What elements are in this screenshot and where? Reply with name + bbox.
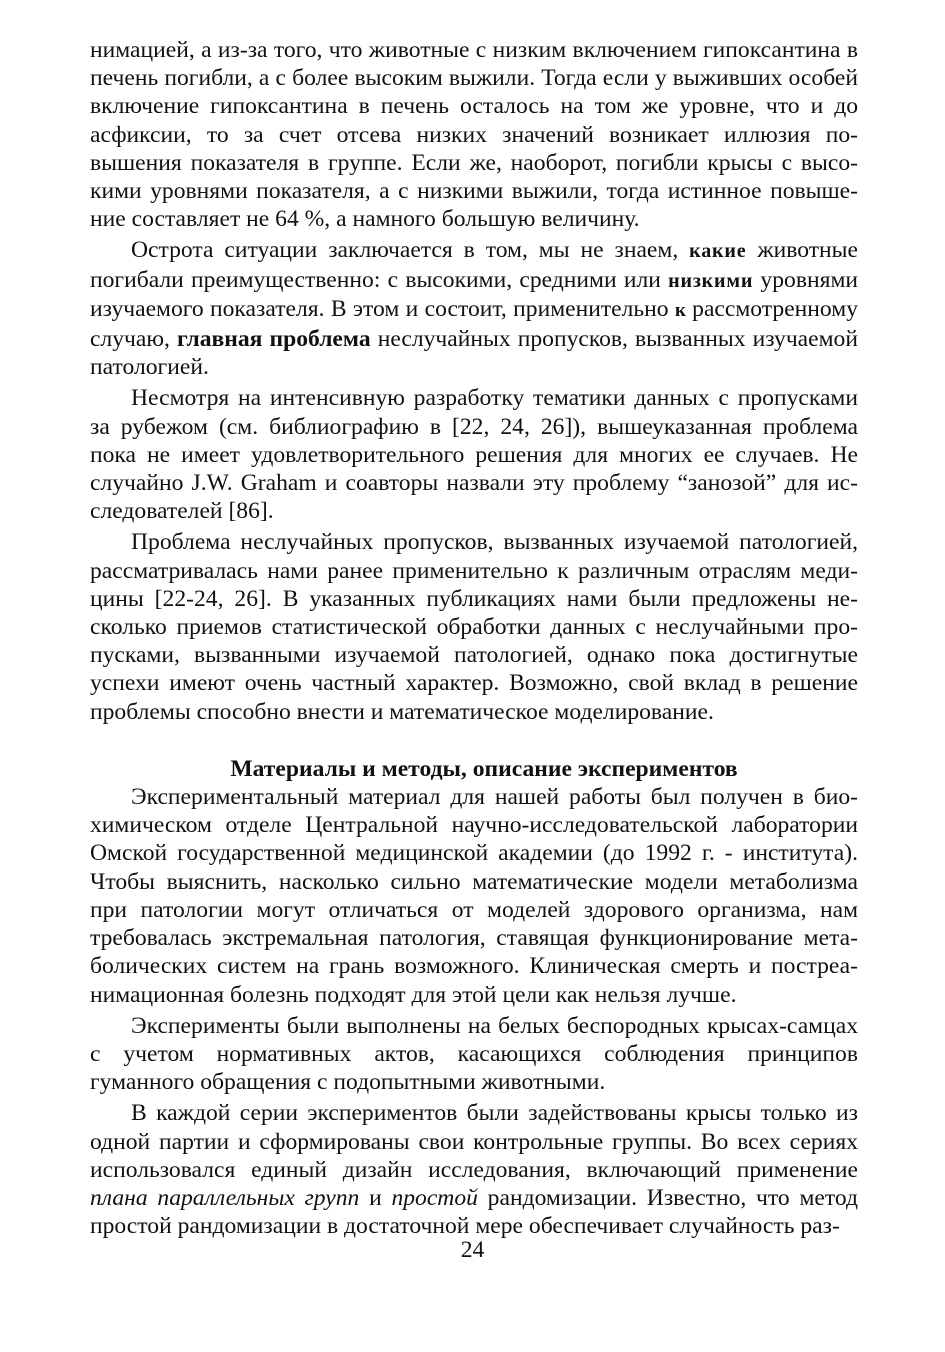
- text-run: и: [359, 1184, 392, 1211]
- page-body: [90, 36, 858, 1240]
- paragraph-previous-work: Проблема неслучайных пропусков, вызванных изучаемой патологией, рассматривалась нами ранее применительно к различным отраслям медицины [22-24, 26]. В указанных публикациях нами были предложены несколько приемов статистической обработки данных с неслучайными пропусками, вызванными изучаемой патологией, однако пока достигнутые успехи имеют очень частный характер. Возможно, свой вклад в решение проблемы способно внести и математическое моделирование.: [90, 529, 858, 725]
- text-run: неслучайных пропусков, вызванных изучаемой патологией.: [90, 326, 858, 381]
- paragraph-acute-situation: [90, 236, 858, 381]
- section-heading: Материалы и методы, описание экспериментов: [230, 755, 738, 782]
- emphasis-which: какие: [689, 240, 747, 263]
- paragraph-foreign-research: Несмотря на интенсивную разработку тематики данных с пропусками за рубежом (см. библиографию в [22, 24, 26]), вышеуказанная проблема пока не имеет удовлетворительного решения для многих ее случаев. Не случайно J.W. Graham и соавторы назвали эту проблему “занозой” для исследователей [86].: [90, 385, 858, 525]
- page-number: 24: [460, 1237, 485, 1263]
- paragraph-experiments-rats: Эксперименты были выполнены на белых беспородных крысах-самцах с учетом нормативных актов, касающихся соблюдения принципов гуманного обращения с подопытными животными.: [90, 1012, 858, 1096]
- text-run: Острота ситуации заключается в том, мы не знаем,: [131, 237, 690, 264]
- paragraph-continuation: нимацией, а из-за того, что животные с низким включением гипоксантина в печень погибли, а с более высоким выжили. Тогда если у выживших особей включение гипоксантина в печень осталось на том же уровне, что и до асфиксии, то за счет отсева низких значений возникает иллюзия повышения показателя в группе. Если же, наоборот, погибли крысы с высокими уровнями показателя, а с низкими выжили, тогда истинное повышение составляет не 64 %, а намного большую величину.: [90, 37, 858, 233]
- emphasis-k: к: [674, 299, 686, 321]
- emphasis-parallel-groups: плана параллельных групп: [90, 1184, 360, 1211]
- emphasis-main-problem: главная проблема: [176, 326, 371, 353]
- text-run: В каждой серии экспериментов были задействованы крысы только из одной партии и сформированы свои контрольные группы. Во всех сериях использовался единый дизайн исследования, включающий применение: [90, 1100, 858, 1183]
- text-run: рассмотренному случаю,: [90, 295, 858, 353]
- text-run: уровнями изучаемого показателя. В этом и состоит, применительно: [90, 266, 859, 322]
- paragraph-series-design: [90, 1099, 858, 1240]
- emphasis-low: низкими: [668, 269, 754, 292]
- text-run: рандомизации. Известно, что метод простой рандомизации в достаточной мере обеспечивает случайность раз-: [90, 1184, 858, 1240]
- text-run: животные погибали преимущественно: с высокими, средними или: [90, 237, 858, 293]
- paragraph-experimental-material: Экспериментальный материал для нашей работы был получен в биохимическом отделе Центральной научно-исследовательской лаборатории Омской государственной медицинской академии (до 1992 г. - института). Чтобы выяснить, насколько сильно математические модели метаболизма при патологии могут отличаться от моделей здорового организма, нам требовалась экстремальная патология, ставящая функционирование метаболических систем на грань возможного. Клиническая смерть и постреанимационная болезнь подходят для этой цели как нельзя лучше.: [90, 784, 858, 1008]
- emphasis-simple: простой: [391, 1184, 478, 1211]
